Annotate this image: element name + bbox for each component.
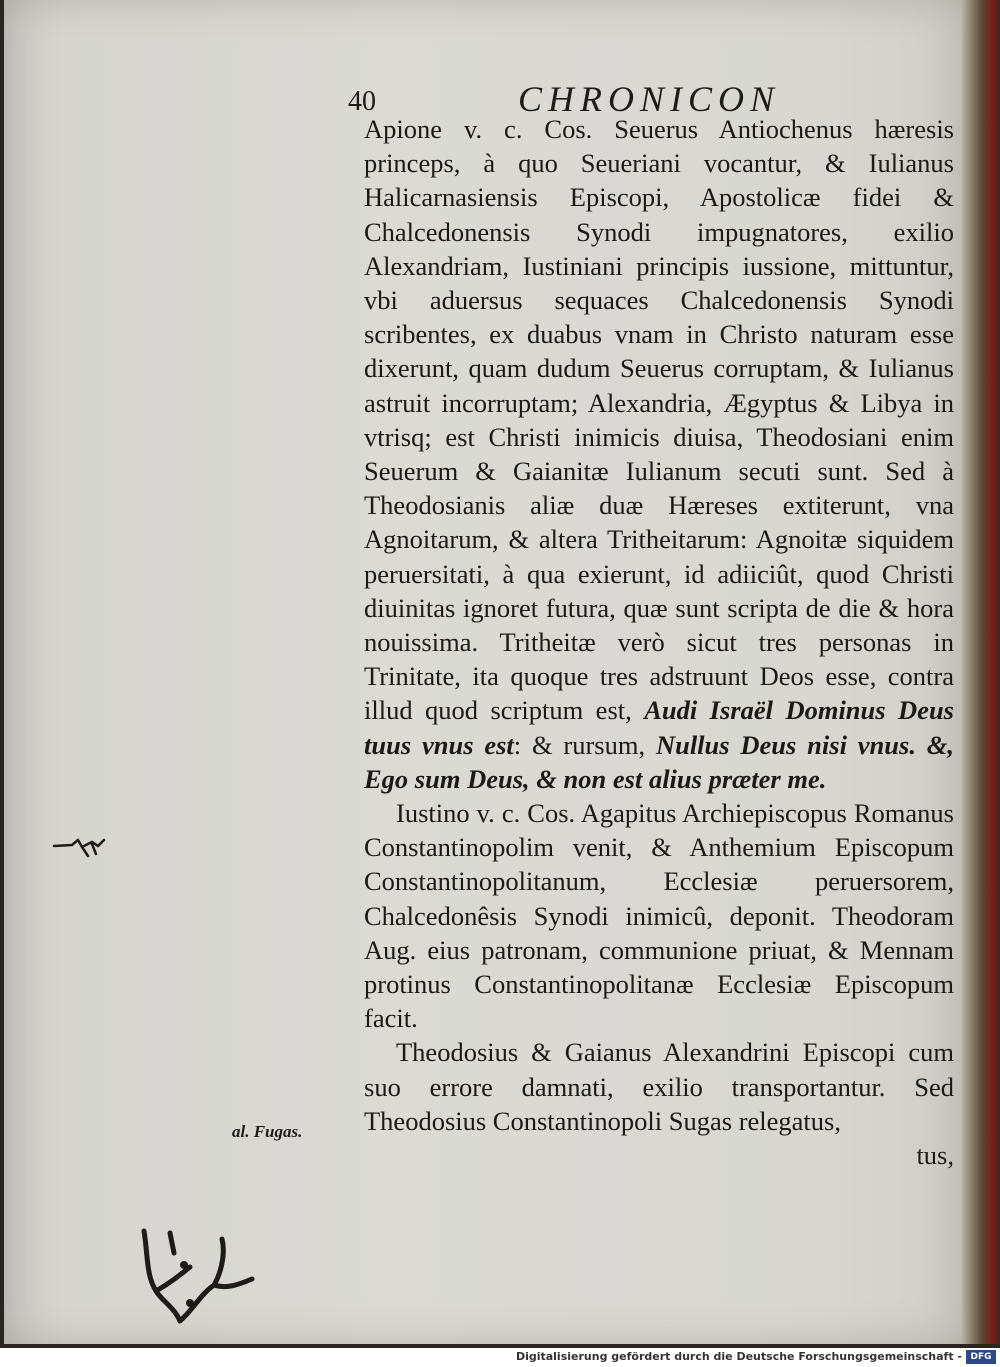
main-text — [364, 112, 954, 1172]
paragraph-text: Apione v. c. Cos. Seuerus Antiochenus hæresis princeps, à quo Seueriani vocantur, & Iulianus Halicarnasiensis Episcopi, Apostolicæ fidei & Chalcedonensis Synodi impugnatores, exilio Alexandriam, Iustiniani principis iussione, mittuntur, vbi aduersus sequaces Chalcedonensis Synodi scribentes, ex duabus vnam in Christo naturam esse dixerunt, quam dudum Seuerus corruptam, & Iulianus astruit incorruptam; Alexandria, Ægyptus & Libya in vtrisq; est Christi inimicis diuisa, Theodosiani enim Seuerum & Gaianitæ Iulianum secuti sunt. Sed à Theodosianis aliæ duæ Hæreses extiterunt, vna Agnoitarum, & altera Tritheitarum: Agnoitæ siquidem peruersitati, à qua exierunt, id adiiciût, quod Christi diuinitas ignoret futura, quæ sunt scripta de die & hora nouissima. Tritheitæ verò sicut tres personas in Trinitate, ita quoque tres adstruunt Deos esse, contra illud quod scriptum est, — [364, 114, 954, 726]
paragraph-theodosius: Theodosius & Gaianus Alexandrini Episcopi cum suo errore damnati, exilio transportantur. Sed Theodosius Constantinopoli Sugas relegatus, — [364, 1037, 954, 1136]
ink-stain-mark — [130, 1225, 260, 1335]
scripture-quote: Nullus Deus nisi vnus. &, Ego sum Deus, & non est alius præter me. — [364, 729, 955, 794]
footer-credit: Digitalisierung gefördert durch die Deutsche Forschungsgemeinschaft - — [515, 1350, 962, 1363]
running-head: CHRONICON — [518, 79, 781, 119]
paragraph-text: : & rursum, — [513, 729, 646, 760]
ink-blot-mark — [52, 832, 112, 862]
footer-bar — [0, 1348, 1000, 1367]
dfg-logo: DFG — [966, 1350, 996, 1364]
paragraph-apione — [364, 112, 954, 796]
catchword: tus, — [916, 1140, 954, 1171]
paragraph-iustino: Iustino v. c. Cos. Agapitus Archiepiscopus Romanus Constantinopolim venit, & Anthemium Episcopum Constantinopolitanum, Ecclesiæ peruersorem, Chalcedonêsis Synodi inimicû, deponit. Theodoram Aug. eius patronam, communione priuat, & Mennam protinus Constantinopolitanæ Ecclesiæ Episcopum facit. — [364, 798, 954, 1034]
scripture-quote: Audi Israël Dominus Deus tuus vnus est — [364, 695, 954, 760]
marginal-note: al. Fugas. — [232, 1122, 303, 1141]
page-edge-binding — [962, 0, 1000, 1344]
page-number: 40 — [348, 86, 376, 117]
